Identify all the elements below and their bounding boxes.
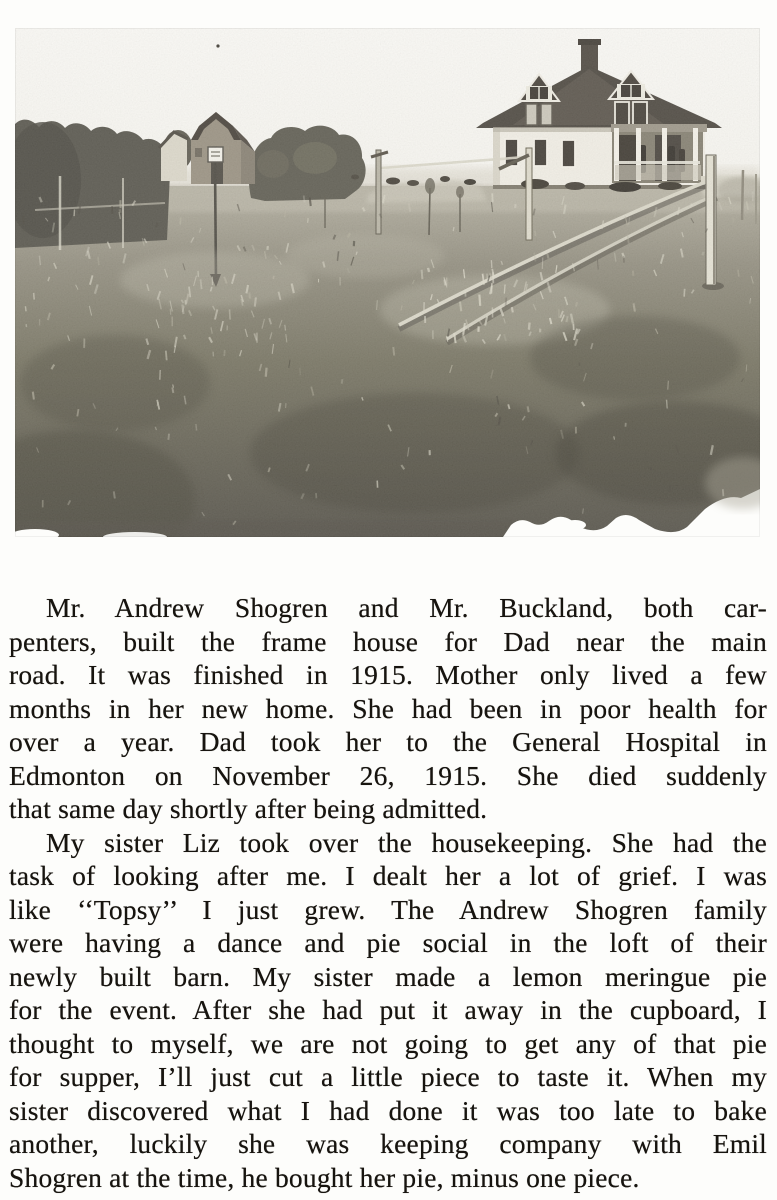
- text-line: another, luckily she was keeping company with Emil: [9, 1128, 767, 1159]
- text-line: road. It was finished in 1915. Mother only lived a few: [9, 659, 767, 690]
- text-line: that same day shortly after being admitted.: [9, 793, 488, 824]
- text-line: penters, built the frame house for Dad near the main: [9, 625, 767, 657]
- text-line: over a year. Dad took her to the General Hospital in: [9, 726, 767, 757]
- text-line: Mr. Andrew Shogren and Mr. Buckland, both car-: [46, 592, 767, 623]
- text-line: My sister Liz took over the housekeeping. She had the: [46, 826, 767, 858]
- body-text: [9, 591, 767, 1194]
- farmstead-photograph: [15, 28, 760, 537]
- text-line: sister discovered what I had done it was too late to bake: [9, 1094, 767, 1126]
- text-line: Edmonton on November 26, 1915. She died suddenly: [9, 759, 767, 791]
- paragraph-sister-liz: [9, 826, 767, 1195]
- text-line: months in her new home. She had been in poor health for: [9, 692, 767, 724]
- text-line: for supper, I’ll just cut a little piece to taste it. When my: [9, 1061, 767, 1092]
- text-line: like ‘‘Topsy’’ I just grew. The Andrew Shogren family: [9, 893, 767, 925]
- photo-grain: [15, 28, 760, 537]
- text-line: thought to myself, we are not going to get any of that pie: [9, 1027, 767, 1059]
- text-line: Shogren at the time, he bought her pie, minus one piece.: [9, 1161, 640, 1193]
- text-line: newly built barn. My sister made a lemon meringue pie: [9, 960, 767, 992]
- text-line: for the event. After she had put it away in the cupboard, I: [9, 994, 767, 1025]
- paragraph-house-history: [9, 591, 767, 826]
- text-line: were having a dance and pie social in the loft of their: [9, 927, 767, 958]
- text-line: task of looking after me. I dealt her a lot of grief. I was: [9, 860, 767, 891]
